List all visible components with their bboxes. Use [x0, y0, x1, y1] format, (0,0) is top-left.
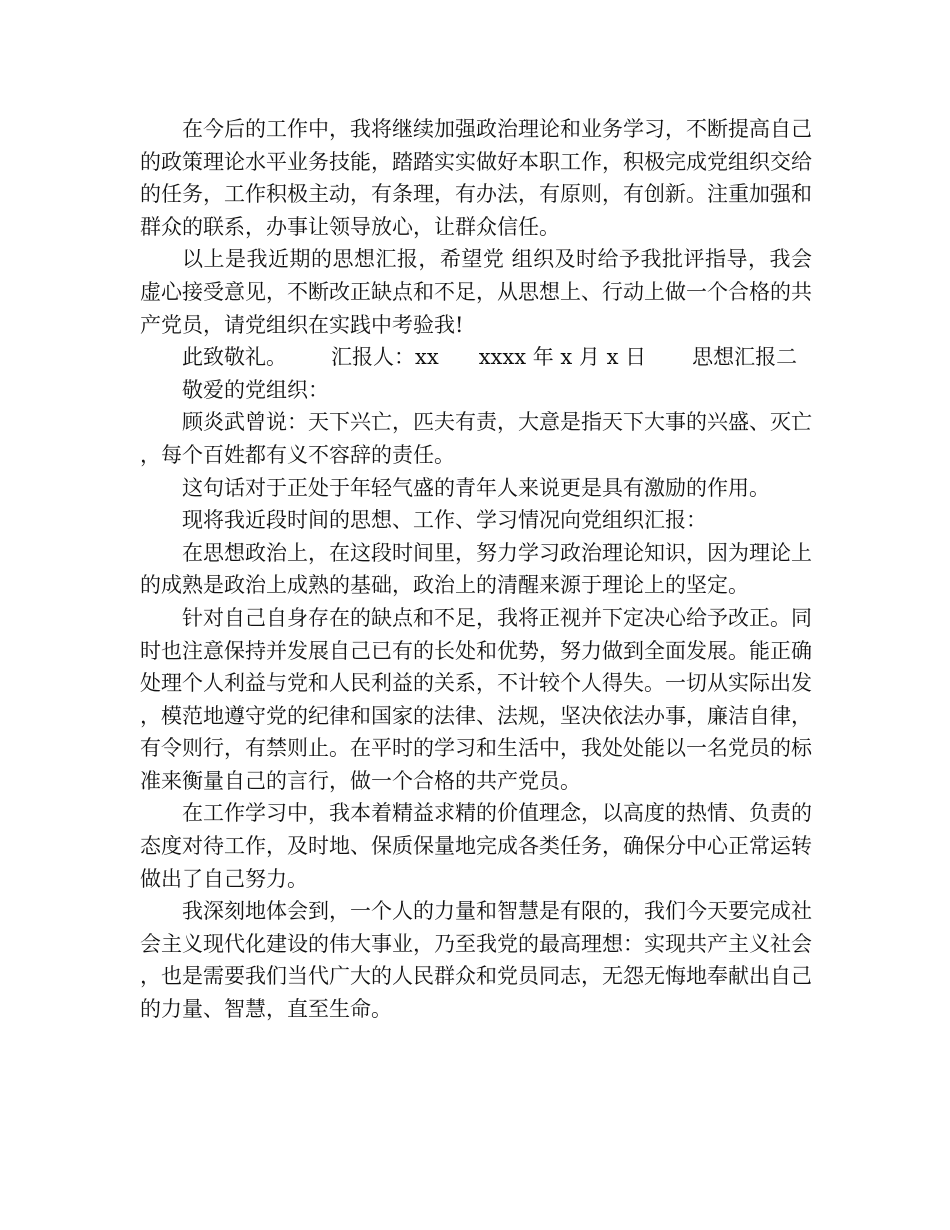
paragraph-quote: 顾炎武曾说：天下兴亡，匹夫有责，大意是指天下大事的兴盛、灭亡，每个百姓都有义不容辞的责任。 — [140, 410, 812, 467]
reporter-name: 汇报人：xx — [331, 345, 439, 370]
paragraph-youth: 这句话对于正处于年轻气盛的青年人来说更是具有激励的作用。 — [182, 475, 770, 500]
paragraph-self-improvement: 针对自己自身存在的缺点和不足，我将正视并下定决心给予改正。同时也注意保持并发展自己已有的长处和优势，努力做到全面发展。能正确处理个人利益与党和人民利益的关系，不计较个人得失。一切从实际出发，模范地遵守党的纪律和国家的法律、法规，坚决依法办事，廉洁自律，有令则行，有禁则止。在平时的学习和生活中，我处处能以一名党员的标准来衡量自己的言行，做一个合格的共产党员。 — [140, 605, 812, 793]
paragraph-conclusion: 我深刻地体会到，一个人的力量和智慧是有限的，我们今天要完成社会主义现代化建设的伟大事业，乃至我党的最高理想：实现共产主义社会，也是需要我们当代广大的人民群众和党员同志，无怨无悔地奉献出自己的力量、智慧，直至生命。 — [140, 899, 812, 1022]
salute-text: 此致敬礼。 — [182, 345, 287, 370]
paragraph-work-study: 在工作学习中，我本着精益求精的价值理念，以高度的热情、负责的态度对待工作，及时地、保质保量地完成各类任务，确保分中心正常运转做出了自己努力。 — [140, 801, 812, 891]
paragraph-greeting: 敬爱的党组织： — [182, 377, 329, 402]
paragraph-summary: 以上是我近期的思想汇报，希望党 组织及时给予我批评指导，我会虚心接受意见，不断改正缺点和不足，从思想上、行动上做一个合格的共产党员，请党组织在实践中考验我! — [140, 247, 812, 337]
report-date: xxxx 年 x 月 x 日 — [478, 345, 647, 370]
paragraph-political: 在思想政治上，在这段时间里，努力学习政治理论知识，因为理论上的成熟是政治上成熟的基础，政治上的清醒来源于理论上的坚定。 — [140, 540, 812, 598]
paragraph-future-work: 在今后的工作中，我将继续加强政治理论和业务学习，不断提高自己的政策理论水平业务技能，踏踏实实做好本职工作，积极完成党组织交给的任务，工作积极主动，有条理，有办法，有原则，有创新。注重加强和群众的联系，办事让领导放心，让群众信任。 — [140, 117, 812, 239]
signature-line — [140, 341, 812, 374]
next-report-title: 思想汇报二 — [692, 345, 798, 370]
document-body — [140, 113, 812, 1026]
paragraph-intro: 现将我近段时间的思想、工作、学习情况向党组织汇报： — [182, 508, 707, 533]
